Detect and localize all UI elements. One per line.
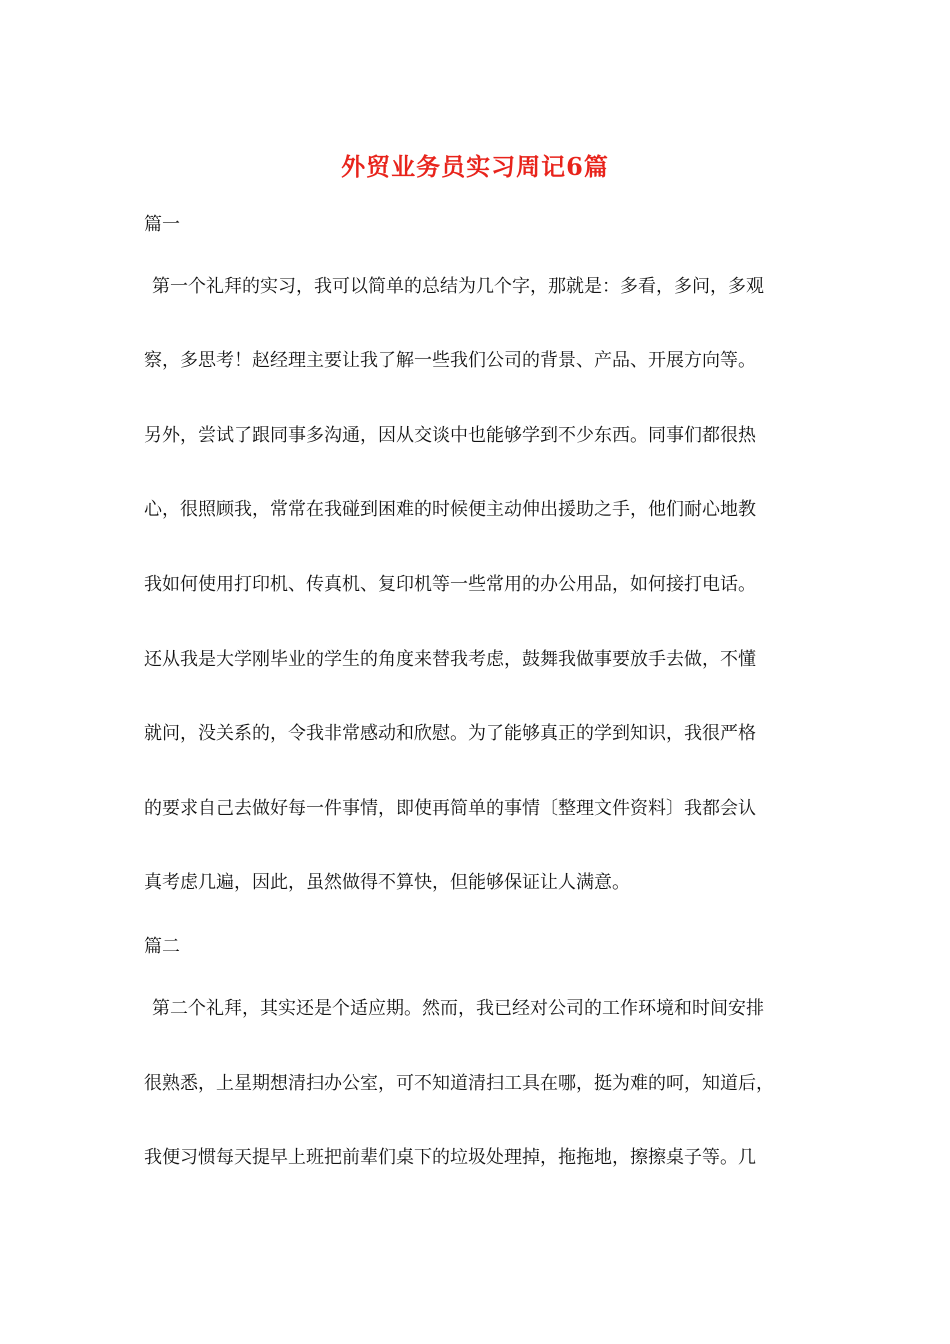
paragraph-line: 另外，尝试了跟同事多沟通，因从交谈中也能够学到不少东西。同事们都很热 [144,425,756,446]
paragraph-line: 第一个礼拜的实习，我可以简单的总结为几个字，那就是：多看，多问，多观 [152,276,764,297]
paragraph-line: 就问，没关系的，令我非常感动和欣慰。为了能够真正的学到知识，我很严格 [144,723,756,744]
section-heading-1: 篇一 [144,214,180,235]
paragraph-line: 我如何使用打印机、传真机、复印机等一些常用的办公用品，如何接打电话。 [144,574,756,595]
paragraph-line: 的要求自己去做好每一件事情，即使再简单的事情〔整理文件资料〕我都会认 [144,798,756,819]
paragraph-line: 很熟悉，上星期想清扫办公室，可不知道清扫工具在哪，挺为难的呵，知道后， [144,1073,774,1094]
paragraph-line: 真考虑几遍，因此，虽然做得不算快，但能够保证让人满意。 [144,872,630,893]
section-heading-2: 篇二 [144,936,180,957]
paragraph-line: 第二个礼拜，其实还是个适应期。然而，我已经对公司的工作环境和时间安排 [152,998,764,1019]
paragraph-line: 察，多思考！赵经理主要让我了解一些我们公司的背景、产品、开展方向等。 [144,350,756,371]
document-title: 外贸业务员实习周记6篇 [341,152,609,181]
paragraph-line: 心，很照顾我，常常在我碰到困难的时候便主动伸出援助之手，他们耐心地教 [144,499,756,520]
paragraph-line: 我便习惯每天提早上班把前辈们桌下的垃圾处理掉，拖拖地，擦擦桌子等。几 [144,1147,756,1168]
paragraph-line: 还从我是大学刚毕业的学生的角度来替我考虑，鼓舞我做事要放手去做，不懂 [144,649,756,670]
